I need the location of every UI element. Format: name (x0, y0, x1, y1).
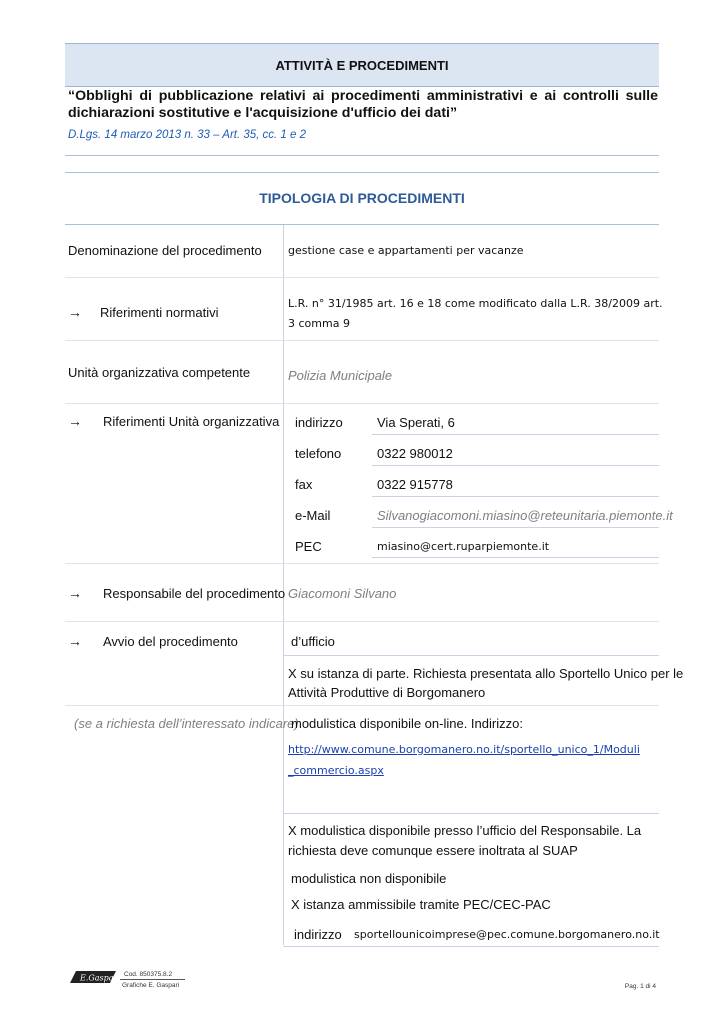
contact-key-fax: fax (295, 477, 313, 492)
section-title: TIPOLOGIA DI PROCEDIMENTI (259, 190, 465, 206)
contact-value-pec[interactable]: miasino@cert.ruparpiemonte.it (377, 540, 550, 553)
unita-value: Polizia Municipale (288, 368, 393, 383)
divider (372, 434, 659, 435)
modulistica-link-line1[interactable]: http://www.comune.borgomanero.no.it/sportello_unico_1/Moduli (288, 743, 640, 756)
column-divider (283, 225, 284, 945)
divider (65, 621, 659, 622)
footer-rule (120, 979, 185, 980)
svg-text:E.Gaspari: E.Gaspari (80, 973, 118, 983)
riferimenti-normativi-value-line1: L.R. n° 31/1985 art. 16 e 18 come modificato dalla L.R. 38/2009 art. (288, 297, 663, 310)
contact-key-email: e-Mail (295, 508, 331, 523)
riferimenti-unita-label: Riferimenti Unità organizzativa (103, 414, 280, 429)
divider (65, 705, 659, 706)
modulistica-online: modulistica disponibile on-line. Indirizzo: (291, 716, 523, 731)
divider (65, 172, 659, 173)
istanza-pec: X istanza ammissibile tramite PEC/CEC-PAC (291, 897, 551, 912)
unita-label: Unità organizzativa competente (68, 365, 251, 380)
contact-key-indirizzo: indirizzo (295, 415, 343, 430)
divider (65, 403, 659, 404)
riferimenti-normativi-value-line2: 3 comma 9 (288, 317, 350, 330)
modulistica-link-line2[interactable]: _commercio.aspx (288, 764, 384, 777)
legal-reference: D.Lgs. 14 marzo 2013 n. 33 – Art. 35, cc. 1 e 2 (68, 129, 307, 141)
modulistica-ufficio-line1: X modulistica disponibile presso l’ufficio del Responsabile. La (288, 823, 642, 838)
gaspari-logo (68, 969, 118, 986)
divider (372, 496, 659, 497)
indirizzo-label: indirizzo (294, 927, 342, 942)
contact-value-telefono: 0322 980012 (377, 446, 453, 461)
arrow-icon: → (68, 633, 82, 649)
page-title: ATTIVITÀ E PROCEDIMENTI (275, 58, 449, 73)
indirizzo-value[interactable]: sportellounicoimprese@pec.comune.borgomanero.no.it (354, 928, 660, 941)
contact-key-telefono: telefono (295, 446, 342, 461)
divider (65, 155, 659, 156)
page-subtitle: “Obblighi di pubblicazione relativi ai procedimenti amministrativi e ai controlli sulle dichiarazioni sostitutive e l'acquisizione d'ufficio dei dati” (68, 88, 658, 121)
modulistica-non-disponibile: modulistica non disponibile (291, 871, 447, 886)
arrow-icon: → (68, 304, 82, 320)
contact-key-pec: PEC (295, 539, 322, 554)
contact-value-email[interactable]: Silvanogiacomoni.miasino@reteunitaria.piemonte.it (377, 508, 673, 523)
avvio-option-ufficio: d’ufficio (291, 634, 335, 649)
divider (283, 655, 659, 656)
divider (65, 340, 659, 341)
footer-printer: Grafiche E. Gaspari (122, 982, 180, 989)
page-number: Pag. 1 di 4 (624, 983, 656, 990)
avvio-label: Avvio del procedimento (103, 634, 238, 649)
footer-code: Cod. 850375.8.2 (124, 971, 173, 978)
responsabile-label: Responsabile del procedimento (103, 586, 286, 601)
contact-value-indirizzo: Via Sperati, 6 (377, 415, 455, 430)
arrow-icon: → (68, 585, 82, 601)
divider (65, 277, 659, 278)
denominazione-value: gestione case e appartamenti per vacanze (288, 244, 524, 257)
divider (283, 946, 659, 947)
divider (65, 563, 659, 564)
riferimenti-normativi-label: Riferimenti normativi (100, 305, 219, 320)
denominazione-label: Denominazione del procedimento (68, 243, 262, 258)
responsabile-value: Giacomoni Silvano (288, 586, 397, 601)
contact-value-fax: 0322 915778 (377, 477, 453, 492)
modulistica-ufficio-line2: richiesta deve comunque essere inoltrata al SUAP (288, 843, 578, 858)
divider (372, 527, 659, 528)
avvio-option-istanza-line2: Attività Produttive di Borgomanero (288, 685, 486, 700)
divider (372, 557, 659, 558)
arrow-icon: → (68, 413, 82, 429)
modulistica-label: (se a richiesta dell’interessato indicare) (74, 716, 299, 731)
avvio-option-istanza-line1: X su istanza di parte. Richiesta presentata allo Sportello Unico per le (288, 666, 684, 681)
divider (283, 813, 659, 814)
divider (65, 224, 659, 225)
divider (372, 465, 659, 466)
